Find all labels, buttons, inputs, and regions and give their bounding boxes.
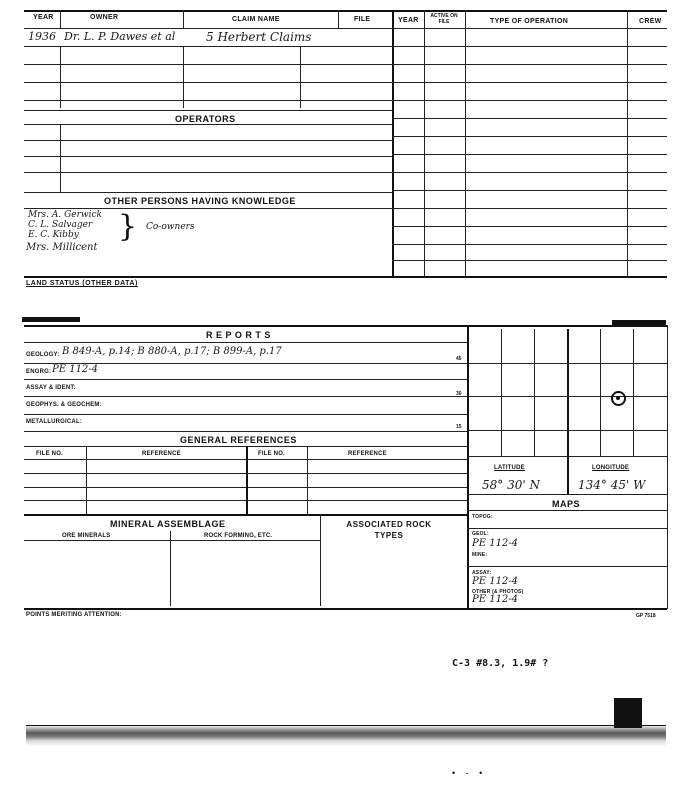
associated-rock-types: ASSOCIATED ROCK TYPES (346, 520, 432, 540)
report-num-geology: 45 (456, 356, 462, 362)
row-claim-name: 5 Herbert Claims (206, 30, 312, 44)
other-person-4: Mrs. Millicent (26, 242, 98, 253)
other-persons-title: OTHER PERSONS HAVING KNOWLEDGE (104, 196, 296, 206)
report-label-geophys: GEOPHYS. & GEOCHEM: (26, 402, 102, 408)
general-references-title: GENERAL REFERENCES (180, 435, 297, 445)
maps-other-value: PE 112-4 (472, 594, 519, 605)
latitude-value: 58° 30' N (482, 478, 540, 492)
report-value-geology: B 849-A, p.14; B 880-A, p.17; B 899-A, p.17 (62, 346, 282, 357)
scan-noise-line (26, 725, 666, 726)
col-header-year-2: YEAR (398, 17, 419, 24)
report-label-geology: GEOLOGY: (26, 352, 60, 358)
maps-assay-label: ASSAY: (472, 570, 492, 576)
maps-geol-label: GEOL: (472, 531, 489, 537)
gen-ref-header-reference-2: REFERENCE (348, 451, 387, 457)
longitude-label: LONGITUDE (592, 465, 630, 471)
other-person-3: E. C. Kibby (28, 230, 79, 240)
mineral-assemblage-title: MINERAL ASSEMBLAGE (110, 519, 226, 529)
black-square-mark (614, 698, 642, 728)
row-year: 1936 (28, 30, 56, 43)
col-header-file: FILE (354, 16, 371, 23)
points-meriting-attention: POINTS MERITING ATTENTION: (26, 612, 122, 618)
reports-title: R E P O R T S (206, 330, 271, 340)
land-status-title: LAND STATUS (OTHER DATA) (26, 280, 138, 287)
gen-ref-header-reference-1: REFERENCE (142, 451, 181, 457)
gen-ref-header-file-no-1: FILE NO. (36, 451, 63, 457)
maps-title: MAPS (552, 499, 581, 509)
operators-title: OPERATORS (175, 114, 236, 124)
scan-dots: • - • (452, 768, 487, 778)
report-num-metallurgical: 15 (456, 424, 462, 430)
other-person-2: C. L. Salvager (28, 220, 93, 230)
maps-mine-label: MINE: (472, 552, 488, 558)
other-person-1: Mrs. A. Gerwick (28, 210, 102, 220)
maps-topog-label: TOPOG: (472, 514, 493, 520)
report-value-engrg: PE 112-4 (52, 364, 99, 375)
maps-geol-value: PE 112-4 (472, 538, 519, 549)
longitude-value: 134° 45' W (578, 478, 646, 492)
brace-icon: } (118, 209, 138, 244)
col-header-year: YEAR (33, 14, 54, 21)
gen-ref-header-file-no-2: FILE NO. (258, 451, 285, 457)
other-persons-note: Co-owners (146, 222, 195, 232)
report-label-metallurgical: METALLURGICAL: (26, 419, 83, 425)
maps-other-label: OTHER (& PHOTOS) (472, 589, 524, 595)
col-header-type-of-operation: TYPE OF OPERATION (490, 18, 569, 25)
row-owner: Dr. L. P. Dawes et al (64, 30, 176, 43)
rock-forming-header: ROCK FORMING, ETC. (204, 533, 273, 539)
report-num-assay: 30 (456, 391, 462, 397)
col-header-claim-name: CLAIM NAME (232, 16, 280, 23)
report-label-engrg: ENGRG: (26, 369, 52, 375)
col-header-crew: CREW (639, 18, 662, 25)
maps-assay-value: PE 112-4 (472, 576, 519, 587)
scan-noise-band (26, 720, 666, 746)
location-marker-dot (616, 396, 620, 400)
ore-minerals-header: ORE MINERALS (62, 533, 111, 539)
form-edge-mark-left (22, 317, 80, 322)
latitude-label: LATITUDE (494, 465, 525, 471)
col-header-owner: OWNER (90, 14, 119, 21)
form-number: GP 7518 (636, 613, 656, 619)
typed-note: C-3 #8.3, 1.9# ? (452, 658, 549, 669)
report-label-assay: ASSAY & IDENT: (26, 385, 76, 391)
col-header-active-on-file: ACTIVE ON FILE (430, 13, 458, 25)
